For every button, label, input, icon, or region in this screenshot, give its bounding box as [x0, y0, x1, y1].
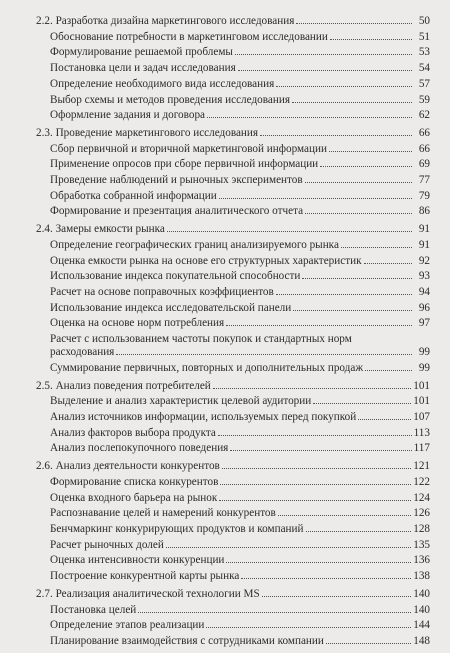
dot-leader [226, 562, 411, 563]
toc-entry-text: Формирование списка конкурентов [50, 475, 219, 488]
toc-entry-text: Оценка интенсивности конкуренции [50, 554, 225, 567]
dot-leader [241, 578, 411, 579]
toc-section [36, 223, 430, 375]
section-heading [36, 127, 430, 140]
section-heading-text: 2.5. Анализ поведения потребителей [36, 379, 211, 392]
toc-entry-text: Анализ источников информации, используемых перед покупкой [50, 411, 357, 424]
toc-entry [36, 239, 430, 252]
page-number: 69 [418, 158, 430, 171]
page-number: 101 [413, 395, 430, 408]
dot-leader [364, 263, 412, 264]
toc-section [36, 380, 430, 456]
toc-entry-text: Оформление задания и договора [50, 109, 206, 122]
page-number: 66 [418, 142, 430, 155]
toc-entry [36, 442, 430, 455]
section-heading [36, 380, 430, 393]
page-number: 126 [413, 507, 430, 520]
page-number: 107 [413, 411, 430, 424]
toc-entry [36, 109, 430, 122]
toc-entry-text: Расчет рыночных долей [50, 538, 164, 551]
dot-leader [302, 278, 412, 279]
page-number: 62 [418, 109, 430, 122]
dot-leader [296, 23, 412, 24]
toc-entry [36, 143, 430, 156]
toc-entry-text: Распознавание целей и намерений конкурентов [50, 507, 276, 520]
toc-entry [36, 523, 430, 536]
toc-entry [36, 507, 430, 520]
toc-entry-text: Определение географических границ анализируемого рынка [50, 238, 339, 251]
page-number: 122 [413, 475, 430, 488]
toc-entry-text: Выделение и анализ характеристик целевой аудитории [50, 395, 312, 408]
toc-entry [36, 619, 430, 632]
toc-entry-text: Расчет с использованием частоты покупок и стандартных норм [50, 333, 352, 346]
toc-entry [36, 46, 430, 59]
dot-leader [276, 294, 412, 295]
toc-entry-text: Использование индекса покупательной способности [50, 270, 301, 283]
toc-entry [36, 554, 430, 567]
section-heading-text: 2.7. Реализация аналитической технологии MS [36, 587, 260, 600]
dot-leader [305, 213, 412, 214]
section-heading-text: 2.6. Анализ деятельности конкурентов [36, 460, 220, 473]
dot-leader [320, 166, 412, 167]
page-number: 50 [418, 15, 430, 27]
toc-entry [36, 158, 430, 171]
dot-leader [326, 643, 411, 644]
section-heading [36, 588, 430, 601]
toc-entry [36, 362, 430, 375]
section-heading [36, 15, 430, 28]
page-number: 91 [418, 238, 430, 251]
page-number: 53 [418, 46, 430, 59]
dot-leader [260, 135, 412, 136]
page-number: 144 [413, 619, 430, 632]
toc-entry-text: Формирование и презентация аналитического отчета [50, 205, 304, 218]
dot-leader [166, 547, 411, 548]
toc-entry-text: Планирование взаимодействия с сотрудниками компании [50, 634, 324, 647]
page-number: 148 [413, 634, 430, 647]
page-number: 97 [418, 317, 430, 330]
dot-leader [207, 117, 412, 118]
toc-entry [36, 539, 430, 552]
page-number: 140 [413, 603, 430, 616]
toc-entry [36, 255, 430, 268]
toc-entry [36, 492, 430, 505]
toc-entry-text: Формулирование решаемой проблемы [50, 46, 233, 59]
dot-leader [167, 231, 412, 232]
dot-leader [329, 151, 412, 152]
dot-leader [330, 39, 412, 40]
dot-leader [218, 435, 412, 436]
toc-entry-text: Выбор схемы и методов проведения исследования [50, 93, 290, 106]
toc-entry-text: Определение необходимого вида исследования [50, 77, 275, 90]
toc-entry [36, 190, 430, 203]
toc-entry-text: Обработка собранной информации [50, 189, 217, 202]
dot-leader [238, 70, 412, 71]
page-number: 99 [418, 361, 430, 374]
toc-entry-text: Обоснование потребности в маркетинговом исследовании [50, 30, 328, 43]
page-number: 66 [418, 126, 430, 139]
page-number: 59 [418, 93, 430, 106]
page-number: 140 [413, 587, 430, 600]
toc-entry-text: Построение конкурентной карты рынка [50, 570, 240, 583]
toc-section [36, 127, 430, 219]
toc-entry [36, 270, 430, 283]
toc-entry-text: Суммирование первичных, повторных и дополнительных продаж [50, 361, 364, 374]
section-heading-text: 2.2. Разработка дизайна маркетингового исследования [36, 15, 295, 27]
page-number: 124 [413, 491, 430, 504]
page-number: 54 [418, 62, 430, 75]
section-heading [36, 460, 430, 473]
section-heading-text: 2.4. Замеры емкости рынка [36, 223, 165, 236]
toc-entry-text: Оценка емкости рынка на основе его структурных характеристик [50, 254, 362, 267]
toc-entry [36, 570, 430, 583]
page-number: 92 [418, 254, 430, 267]
page-number: 57 [418, 77, 430, 90]
section-heading-text: 2.3. Проведение маркетингового исследования [36, 126, 259, 139]
toc-entry-text: Постановка цели и задач исследования [50, 62, 236, 75]
toc-section [36, 588, 430, 648]
dot-leader [226, 325, 412, 326]
toc-entry [36, 411, 430, 424]
dot-leader [219, 198, 412, 199]
dot-leader [278, 515, 411, 516]
page-number: 121 [413, 460, 430, 473]
dot-leader [262, 596, 412, 597]
toc-entry [36, 333, 430, 359]
page-number: 136 [413, 554, 430, 567]
toc-entry [36, 317, 430, 330]
page-number: 77 [418, 174, 430, 187]
toc-entry-text: Оценка на основе норм потребления [50, 317, 225, 330]
dot-leader [213, 388, 411, 389]
toc-entry-text-continued: расходования [50, 346, 115, 359]
page-number: 138 [413, 570, 430, 583]
page-number: 128 [413, 523, 430, 535]
toc-entry [36, 302, 430, 315]
toc-entry-text: Анализ послепокупочного поведения [50, 442, 229, 455]
dot-leader [206, 627, 411, 628]
toc-section [36, 460, 430, 583]
toc-entry-text: Постановка целей [50, 603, 137, 616]
dot-leader [220, 484, 411, 485]
dot-leader [116, 354, 412, 355]
toc-entry [36, 476, 430, 489]
page-number: 117 [413, 442, 430, 455]
toc-entry [36, 31, 430, 44]
toc-entry [36, 94, 430, 107]
dot-leader [306, 531, 412, 532]
toc-entry-text: Оценка входного барьера на рынок [50, 491, 218, 504]
dot-leader [219, 500, 411, 501]
toc-entry-text: Проведение наблюдений и рыночных экспериментов [50, 174, 303, 187]
page-number: 101 [413, 379, 430, 392]
toc-entry-text: Анализ факторов выбора продукта [50, 426, 216, 439]
toc-entry-text: Применение опросов при сборе первичной информации [50, 158, 319, 171]
page-number: 91 [418, 223, 430, 236]
toc-entry [36, 205, 430, 218]
page-number: 79 [418, 189, 430, 202]
page-number: 93 [418, 270, 430, 283]
toc-entry-text: Использование индекса исследовательской панели [50, 301, 292, 314]
toc-entry-text: Сбор первичной и вторичной маркетинговой информации [50, 142, 327, 155]
table-of-contents [36, 15, 430, 653]
page-number: 86 [418, 205, 430, 218]
dot-leader [358, 419, 411, 420]
toc-entry [36, 604, 430, 617]
toc-entry [36, 427, 430, 440]
toc-section [36, 15, 430, 122]
dot-leader [293, 310, 412, 311]
section-heading [36, 223, 430, 236]
toc-entry-text: Определение этапов реализации [50, 619, 205, 632]
page-number: 96 [418, 301, 430, 314]
page-number: 99 [418, 346, 430, 359]
toc-entry-text: Расчет на основе поправочных коэффициентов [50, 285, 274, 298]
dot-leader [276, 86, 412, 87]
toc-entry [36, 174, 430, 187]
dot-leader [305, 182, 412, 183]
page-number: 135 [413, 538, 430, 551]
dot-leader [230, 450, 411, 451]
dot-leader [235, 54, 412, 55]
toc-entry [36, 635, 430, 648]
dot-leader [341, 247, 412, 248]
toc-entry [36, 62, 430, 75]
toc-entry [36, 286, 430, 299]
page-number: 94 [418, 285, 430, 298]
toc-entry [36, 78, 430, 91]
dot-leader [222, 468, 411, 469]
toc-entry-text: Бенчмаркинг конкурирующих продуктов и компаний [50, 523, 304, 535]
dot-leader [313, 403, 411, 404]
page-number: 51 [418, 30, 430, 43]
dot-leader [365, 370, 412, 371]
toc-entry [36, 395, 430, 408]
dot-leader [292, 102, 412, 103]
page-number: 113 [413, 426, 430, 439]
dot-leader [138, 612, 411, 613]
